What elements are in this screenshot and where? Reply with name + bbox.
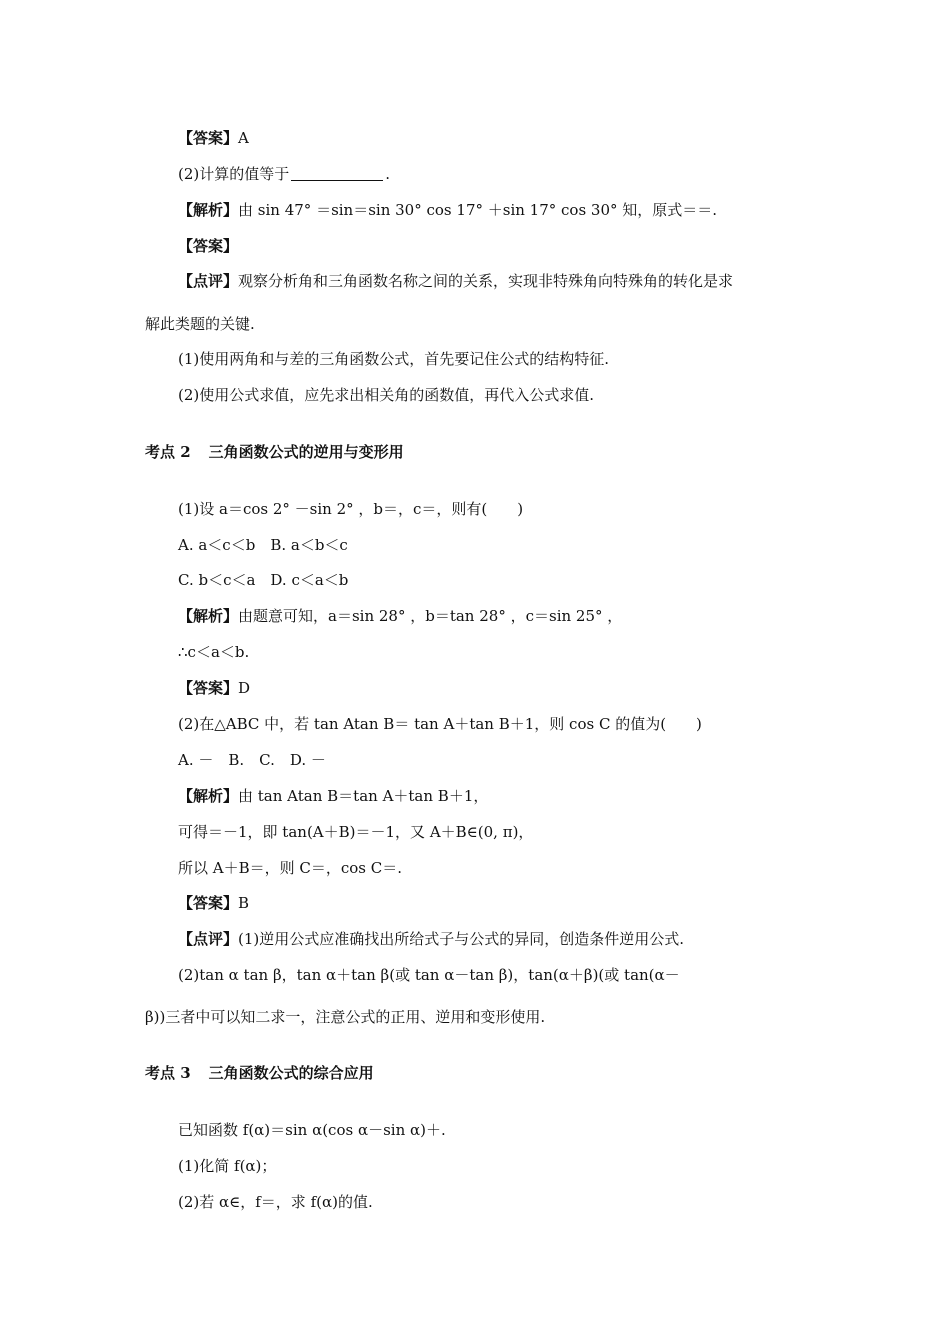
comment-line-2: 【点评】(1)逆用公式应准确找出所给式子与公式的异同，创造条件逆用公式. [178, 930, 685, 948]
tag-label: 【解析】 [178, 787, 239, 805]
answer-line-3: 【答案】D [178, 679, 251, 697]
question-line-5-part1: (1)化简 f(α)； [178, 1157, 277, 1175]
section-heading-3: 考点 3 三角函数公式的综合应用 [145, 1064, 374, 1082]
tag-label: 【答案】 [178, 679, 239, 697]
section-heading-2: 考点 2 三角函数公式的逆用与变形用 [145, 443, 404, 461]
option-line-2: C. b＜c＜a D. c＜a＜b [178, 571, 349, 589]
tag-label: 【解析】 [178, 607, 239, 625]
comment-line-3-cont: β))三者中可以知二求一，注意公式的正用、逆用和变形使用. [145, 1008, 546, 1026]
question-line-5-part2: (2)若 α∈，f＝，求 f(α)的值. [178, 1193, 373, 1211]
tag-label: 【答案】 [178, 894, 239, 912]
comment-line-1-cont: 解此类题的关键. [145, 315, 255, 333]
tag-label: 【答案】 [178, 237, 239, 255]
answer-line-1: 【答案】A [178, 129, 249, 147]
analysis-line-2: 【解析】由题意可知，a＝sin 28° ，b＝tan 28° ，c＝sin 25° ， [178, 607, 623, 625]
analysis-line-3-cont2: 所以 A＋B＝，则 C＝，cos C＝. [178, 859, 403, 877]
option-line-3: A. － B. C. D. － [178, 751, 326, 769]
comment-line-3: (2)tan α tan β，tan α＋tan β(或 tan α－tan β)，tan(α＋β)(或 tan(α－ [178, 966, 680, 984]
tag-label: 【点评】 [178, 930, 239, 948]
question-line-3: (1)设 a＝cos 2° －sin 2° ，b＝，c＝，则有( ) [178, 500, 524, 518]
option-line-1: A. a＜c＜b B. a＜b＜c [178, 536, 348, 554]
fill-blank [291, 166, 383, 181]
analysis-line-1: 【解析】由 sin 47° ＝sin＝sin 30° cos 17° ＋sin 17° cos 30° 知，原式＝＝. [178, 201, 718, 219]
question-line-5: 已知函数 f(α)＝sin α(cos α－sin α)＋. [178, 1121, 446, 1139]
question-line-4: (2)在△ABC 中，若 tan Atan B＝ tan A＋tan B＋1，则 cos C 的值为( ) [178, 715, 702, 733]
answer-line-2 [178, 236, 238, 256]
answer-line-4: 【答案】B [178, 894, 250, 912]
analysis-line-3: 【解析】由 tan Atan B＝tan A＋tan B＋1， [178, 787, 489, 805]
tag-label: 【答案】 [178, 129, 239, 147]
analysis-line-2-cont: ∴c＜a＜b. [178, 643, 250, 661]
analysis-line-3-cont1: 可得＝－1，即 tan(A＋B)＝－1，又 A＋B∈(0, π)， [178, 823, 534, 841]
note-line-2: (2)使用公式求值，应先求出相关角的函数值，再代入公式求值. [178, 386, 595, 404]
question-line-2: (2)计算的值等于 . [178, 165, 391, 183]
note-line-1: (1)使用两角和与差的三角函数公式，首先要记住公式的结构特征. [178, 350, 610, 368]
tag-label: 【解析】 [178, 201, 239, 219]
comment-line-1: 【点评】观察分析角和三角函数名称之间的关系，实现非特殊角向特殊角的转化是求 [178, 272, 734, 290]
tag-label: 【点评】 [178, 272, 239, 290]
